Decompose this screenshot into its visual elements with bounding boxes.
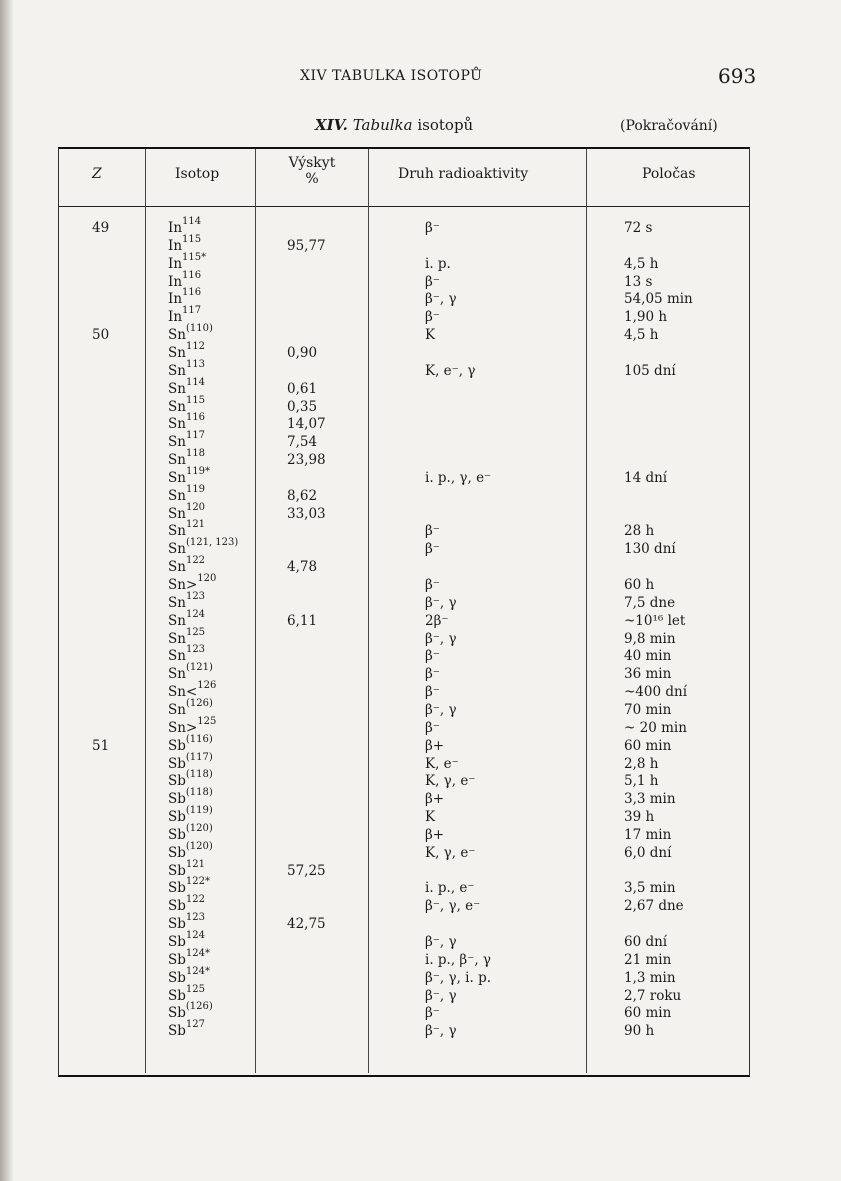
cell-isotope bbox=[168, 608, 206, 630]
isotope-symbol: In bbox=[168, 220, 183, 236]
cell-isotope bbox=[168, 430, 206, 451]
cell-isotope bbox=[168, 287, 202, 308]
caption-number: XIV. bbox=[315, 116, 348, 134]
isotope-mass: (121) bbox=[185, 662, 213, 674]
cell-z: 49 bbox=[92, 220, 110, 236]
isotope-mass: (121, 123) bbox=[185, 537, 239, 549]
isotope-mass: (118) bbox=[185, 787, 213, 799]
isotope-symbol: Sb bbox=[168, 862, 186, 879]
table-row bbox=[60, 358, 748, 380]
cell-isotope bbox=[168, 662, 213, 683]
header-abundance-line2: % bbox=[305, 171, 319, 187]
header-rule bbox=[58, 206, 750, 207]
cell-half-life: 3,5 min bbox=[624, 880, 676, 897]
table-row bbox=[60, 751, 748, 773]
table-row bbox=[60, 287, 748, 308]
table-row bbox=[60, 1001, 748, 1022]
isotope-mass: (119) bbox=[185, 805, 213, 817]
cell-abundance: 57,25 bbox=[287, 862, 326, 879]
isotope-symbol: Sb bbox=[168, 844, 186, 861]
isotope-mass: 125 bbox=[197, 715, 217, 727]
cell-half-life: ~10¹⁶ let bbox=[624, 612, 686, 629]
continued-label: (Pokračování) bbox=[620, 118, 718, 134]
isotope-symbol: In bbox=[168, 255, 183, 272]
cell-isotope bbox=[168, 305, 202, 326]
cell-half-life: 39 h bbox=[624, 809, 655, 826]
isotope-mass: 114 bbox=[185, 376, 206, 388]
isotope-symbol: In bbox=[168, 237, 183, 254]
cell-half-life: 105 dní bbox=[624, 362, 676, 379]
cell-isotope bbox=[168, 269, 202, 291]
isotope-symbol: Sn bbox=[168, 362, 186, 379]
cell-isotope bbox=[168, 519, 206, 540]
isotope-mass: 116 bbox=[185, 412, 206, 424]
cell-isotope bbox=[168, 483, 206, 505]
cell-radioactivity: K bbox=[425, 809, 436, 826]
isotope-mass: 123 bbox=[185, 644, 206, 656]
table-row bbox=[60, 430, 748, 451]
cell-radioactivity: K, γ, e⁻ bbox=[425, 844, 476, 861]
cell-radioactivity: β⁻ bbox=[425, 684, 440, 701]
table-row bbox=[60, 394, 748, 416]
isotope-mass: (126) bbox=[185, 1001, 213, 1013]
isotope-mass: (126) bbox=[185, 697, 213, 709]
table-row bbox=[60, 501, 748, 523]
cell-half-life: 9,8 min bbox=[624, 630, 676, 647]
cell-radioactivity: β⁻ bbox=[425, 719, 440, 736]
cell-radioactivity: β⁻ bbox=[425, 648, 440, 665]
cell-isotope bbox=[168, 233, 202, 255]
isotope-mass: 124 bbox=[185, 608, 206, 620]
isotope-mass: (117) bbox=[185, 751, 213, 763]
isotope-mass: (116) bbox=[185, 733, 213, 745]
isotope-mass: 124* bbox=[185, 947, 210, 959]
isotope-mass: (118) bbox=[185, 769, 213, 781]
cell-radioactivity: β⁻ bbox=[425, 523, 440, 540]
cell-radioactivity: β⁻, γ bbox=[425, 987, 457, 1004]
cell-isotope bbox=[168, 465, 211, 487]
cell-radioactivity: β⁻ bbox=[425, 577, 440, 593]
isotope-symbol: Sn bbox=[168, 541, 186, 558]
cell-abundance: 8,62 bbox=[287, 487, 318, 504]
isotope-mass: 114 bbox=[182, 216, 202, 227]
cell-half-life: 90 h bbox=[624, 1023, 655, 1040]
cell-half-life: 60 dní bbox=[624, 934, 668, 950]
cell-radioactivity: β⁻ bbox=[425, 220, 440, 236]
isotope-mass: 119* bbox=[185, 465, 211, 477]
isotope-symbol: Sb bbox=[168, 951, 186, 968]
cell-radioactivity: i. p., e⁻ bbox=[425, 880, 475, 897]
cell-isotope bbox=[168, 912, 205, 933]
cell-isotope bbox=[168, 644, 206, 665]
isotope-symbol: Sn< bbox=[168, 684, 198, 701]
isotope-symbol: Sn bbox=[168, 523, 186, 540]
isotope-symbol: Sb bbox=[168, 1005, 186, 1022]
table-row bbox=[60, 930, 748, 951]
cell-isotope bbox=[168, 965, 210, 987]
cell-abundance: 0,90 bbox=[287, 344, 318, 361]
cell-radioactivity: β⁻, γ, e⁻ bbox=[425, 898, 481, 915]
isotope-mass: 119 bbox=[185, 483, 206, 495]
cell-isotope bbox=[168, 251, 207, 273]
cell-radioactivity: β⁻, γ bbox=[425, 1023, 457, 1040]
running-head: XIV TABULKA ISOTOPŮ bbox=[300, 68, 483, 84]
cell-isotope bbox=[168, 930, 205, 951]
table-row bbox=[60, 483, 748, 505]
cell-isotope bbox=[168, 590, 206, 612]
table-row bbox=[60, 216, 748, 237]
cell-z: 50 bbox=[92, 327, 110, 344]
table-row bbox=[60, 465, 748, 487]
isotope-symbol: Sn bbox=[168, 487, 186, 504]
isotope-symbol: Sb bbox=[168, 1023, 186, 1040]
cell-abundance: 33,03 bbox=[287, 505, 326, 522]
isotope-mass: 125 bbox=[185, 983, 205, 995]
cell-half-life: 72 s bbox=[624, 220, 653, 236]
isotope-mass: 120 bbox=[197, 573, 217, 584]
table-row bbox=[60, 305, 748, 326]
isotope-symbol: In bbox=[168, 309, 183, 326]
isotope-symbol: Sn bbox=[168, 416, 186, 433]
isotope-symbol: Sn bbox=[168, 327, 186, 344]
cell-isotope bbox=[168, 448, 206, 469]
caption-title-rest: isotopů bbox=[417, 116, 474, 134]
cell-isotope bbox=[168, 876, 210, 897]
cell-half-life: 60 min bbox=[624, 1005, 672, 1022]
cell-half-life: 130 dní bbox=[624, 541, 676, 558]
cell-half-life: 21 min bbox=[624, 951, 672, 968]
cell-half-life: 3,3 min bbox=[624, 791, 676, 808]
header-half-life: Poločas bbox=[642, 166, 696, 182]
table-row bbox=[60, 555, 748, 576]
table-row bbox=[60, 894, 748, 915]
isotope-symbol: Sn bbox=[168, 612, 186, 629]
table-row bbox=[60, 876, 748, 897]
isotope-mass: 115 bbox=[182, 233, 202, 245]
cell-half-life: 2,67 dne bbox=[624, 898, 684, 915]
isotope-symbol: Sb bbox=[168, 791, 186, 808]
isotope-mass: 122* bbox=[185, 876, 210, 888]
table-row bbox=[60, 715, 748, 737]
cell-isotope bbox=[168, 555, 206, 576]
cell-isotope bbox=[168, 787, 213, 808]
cell-half-life: 1,3 min bbox=[624, 969, 676, 986]
cell-abundance: 42,75 bbox=[287, 916, 326, 933]
isotope-symbol: Sb bbox=[168, 880, 186, 897]
isotope-symbol: Sb bbox=[168, 934, 186, 950]
cell-half-life: 4,5 h bbox=[624, 327, 659, 344]
isotope-mass: 117 bbox=[185, 430, 206, 442]
header-abundance bbox=[262, 155, 362, 187]
isotope-mass: 124 bbox=[185, 930, 205, 941]
table-row bbox=[60, 858, 748, 880]
isotope-mass: (110) bbox=[185, 323, 213, 335]
isotope-mass: 112 bbox=[185, 340, 206, 352]
isotope-symbol: Sn bbox=[168, 559, 186, 576]
isotope-mass: 126 bbox=[197, 680, 217, 692]
cell-isotope bbox=[168, 947, 210, 969]
isotope-mass: 121 bbox=[185, 519, 206, 531]
cell-isotope bbox=[168, 751, 213, 773]
cell-half-life: 60 min bbox=[624, 737, 672, 754]
cell-abundance: 6,11 bbox=[287, 612, 318, 629]
isotope-symbol: Sb bbox=[168, 826, 186, 843]
cell-half-life: 70 min bbox=[624, 701, 672, 718]
isotope-symbol: In bbox=[168, 273, 183, 290]
table-row bbox=[60, 590, 748, 612]
cell-half-life: 40 min bbox=[624, 648, 672, 665]
table-row bbox=[60, 947, 748, 969]
header-isotope: Isotop bbox=[175, 166, 220, 182]
isotope-mass: 125 bbox=[185, 626, 206, 638]
isotope-symbol: Sn bbox=[168, 380, 186, 397]
cell-isotope bbox=[168, 340, 206, 362]
cell-isotope bbox=[168, 983, 205, 1005]
cell-abundance: 95,77 bbox=[287, 237, 326, 254]
table-row bbox=[60, 608, 748, 630]
table-row bbox=[60, 1019, 748, 1040]
table-caption bbox=[315, 116, 473, 134]
table-row bbox=[60, 233, 748, 255]
table-row bbox=[60, 269, 748, 291]
table-row bbox=[60, 376, 748, 398]
table-row bbox=[60, 983, 748, 1005]
table-row bbox=[60, 340, 748, 362]
cell-isotope bbox=[168, 858, 205, 880]
isotope-symbol: Sn bbox=[168, 434, 186, 451]
isotope-mass: 123 bbox=[185, 912, 205, 924]
header-abundance-line1: Výskyt bbox=[288, 155, 336, 171]
isotope-symbol: Sb bbox=[168, 987, 186, 1004]
cell-isotope bbox=[168, 1019, 205, 1040]
table-row bbox=[60, 769, 748, 790]
cell-radioactivity: K, γ, e⁻ bbox=[425, 773, 476, 790]
cell-isotope bbox=[168, 216, 202, 237]
isotope-symbol: Sn bbox=[168, 630, 186, 647]
isotope-mass: (120) bbox=[185, 840, 213, 852]
isotope-mass: 122 bbox=[185, 894, 205, 906]
cell-half-life: 14 dní bbox=[624, 469, 668, 486]
table-row bbox=[60, 323, 748, 344]
cell-isotope bbox=[168, 1001, 213, 1022]
cell-radioactivity: β⁻ bbox=[425, 309, 440, 326]
isotope-symbol: Sb bbox=[168, 969, 186, 986]
isotope-symbol: In bbox=[168, 291, 183, 308]
cell-isotope bbox=[168, 358, 206, 380]
table-row bbox=[60, 805, 748, 826]
cell-abundance: 7,54 bbox=[287, 434, 318, 451]
cell-half-life: ~400 dní bbox=[624, 684, 688, 701]
cell-isotope bbox=[168, 394, 206, 416]
cell-abundance: 0,35 bbox=[287, 398, 318, 415]
isotope-symbol: Sn> bbox=[168, 577, 198, 593]
cell-radioactivity: β⁻ bbox=[425, 666, 440, 683]
cell-isotope bbox=[168, 626, 206, 648]
cell-z: 51 bbox=[92, 737, 110, 754]
cell-half-life: 13 s bbox=[624, 273, 653, 290]
header-radioactivity: Druh radioaktivity bbox=[398, 166, 529, 182]
table-row bbox=[60, 251, 748, 273]
table-row bbox=[60, 697, 748, 719]
cell-radioactivity: β⁻, γ bbox=[425, 594, 457, 611]
isotope-mass: 122 bbox=[185, 555, 206, 567]
cell-abundance: 4,78 bbox=[287, 559, 318, 576]
cell-half-life: 60 h bbox=[624, 577, 655, 593]
cell-radioactivity: 2β⁻ bbox=[425, 612, 449, 629]
cell-radioactivity: β⁻ bbox=[425, 541, 440, 558]
cell-radioactivity: β+ bbox=[425, 826, 445, 843]
cell-half-life: 5,1 h bbox=[624, 773, 659, 790]
table-row bbox=[60, 787, 748, 808]
cell-half-life: 17 min bbox=[624, 826, 672, 843]
cell-half-life: 6,0 dní bbox=[624, 844, 672, 861]
isotope-mass: 117 bbox=[182, 305, 202, 317]
isotope-mass: 121 bbox=[185, 858, 205, 870]
cell-half-life: 4,5 h bbox=[624, 255, 659, 272]
isotope-mass: 116 bbox=[182, 269, 202, 281]
cell-radioactivity: β⁻, γ bbox=[425, 701, 457, 718]
table-row bbox=[60, 626, 748, 648]
isotope-symbol: Sn bbox=[168, 648, 186, 665]
cell-isotope bbox=[168, 537, 239, 558]
table-row bbox=[60, 448, 748, 469]
binding-shadow bbox=[0, 0, 14, 1181]
isotope-mass: 124* bbox=[185, 965, 210, 977]
cell-radioactivity: i. p. bbox=[425, 255, 451, 272]
cell-isotope bbox=[168, 501, 206, 523]
isotope-symbol: Sb bbox=[168, 898, 186, 915]
cell-isotope bbox=[168, 769, 213, 790]
isotope-mass: 116 bbox=[182, 287, 202, 299]
isotope-mass: 127 bbox=[185, 1019, 205, 1031]
isotope-symbol: Sn bbox=[168, 701, 186, 718]
cell-abundance: 14,07 bbox=[287, 416, 326, 433]
cell-isotope bbox=[168, 733, 213, 755]
caption-title-word: Tabulka bbox=[352, 116, 413, 134]
cell-half-life: 2,8 h bbox=[624, 755, 659, 772]
cell-radioactivity: β⁻, γ bbox=[425, 934, 457, 950]
cell-half-life: 36 min bbox=[624, 666, 672, 683]
table-row bbox=[60, 662, 748, 683]
isotope-symbol: Sn bbox=[168, 452, 186, 469]
table-row bbox=[60, 519, 748, 540]
isotope-mass: 113 bbox=[185, 358, 206, 370]
cell-abundance: 0,61 bbox=[287, 380, 318, 397]
table-row bbox=[60, 412, 748, 433]
cell-isotope bbox=[168, 822, 213, 844]
cell-radioactivity: β⁻ bbox=[425, 1005, 440, 1022]
isotope-mass: 118 bbox=[185, 448, 206, 460]
cell-radioactivity: β+ bbox=[425, 791, 445, 808]
table-row bbox=[60, 965, 748, 987]
isotope-mass: (120) bbox=[185, 822, 213, 834]
cell-radioactivity: K, e⁻ bbox=[425, 755, 459, 772]
cell-half-life: 28 h bbox=[624, 523, 655, 540]
cell-isotope bbox=[168, 697, 213, 719]
cell-half-life: 7,5 dne bbox=[624, 594, 676, 611]
cell-radioactivity: K bbox=[425, 327, 436, 344]
cell-radioactivity: i. p., γ, e⁻ bbox=[425, 469, 492, 486]
isotope-mass: 115 bbox=[185, 394, 206, 406]
isotope-symbol: Sn bbox=[168, 666, 186, 683]
isotope-mass: 123 bbox=[185, 590, 206, 602]
isotope-symbol: Sn> bbox=[168, 719, 198, 736]
cell-half-life: 2,7 roku bbox=[624, 987, 682, 1004]
cell-radioactivity: β⁻, γ bbox=[425, 630, 457, 647]
isotope-symbol: Sn bbox=[168, 469, 186, 486]
header-z: Z bbox=[92, 166, 102, 182]
isotope-symbol: Sb bbox=[168, 755, 186, 772]
isotope-mass: 120 bbox=[185, 501, 206, 513]
table-row bbox=[60, 840, 748, 862]
cell-isotope bbox=[168, 805, 213, 826]
isotope-mass: 115* bbox=[182, 251, 207, 263]
table-row bbox=[60, 680, 748, 701]
table-row bbox=[60, 537, 748, 558]
cell-radioactivity: β+ bbox=[425, 737, 445, 754]
cell-radioactivity: β⁻ bbox=[425, 273, 440, 290]
cell-isotope bbox=[168, 894, 205, 915]
isotope-symbol: Sn bbox=[168, 398, 186, 415]
cell-radioactivity: β⁻, γ, i. p. bbox=[425, 969, 491, 986]
isotope-symbol: Sb bbox=[168, 737, 186, 754]
cell-half-life: 54,05 min bbox=[624, 291, 693, 308]
cell-isotope bbox=[168, 412, 206, 433]
cell-isotope bbox=[168, 376, 206, 398]
cell-abundance: 23,98 bbox=[287, 452, 326, 469]
cell-half-life: 1,90 h bbox=[624, 309, 668, 326]
cell-radioactivity: i. p., β⁻, γ bbox=[425, 951, 491, 968]
cell-radioactivity: K, e⁻, γ bbox=[425, 362, 476, 379]
isotope-symbol: Sn bbox=[168, 505, 186, 522]
table-row bbox=[60, 573, 748, 594]
isotope-symbol: Sn bbox=[168, 344, 186, 361]
table-row bbox=[60, 912, 748, 933]
table-row bbox=[60, 733, 748, 755]
cell-radioactivity: β⁻, γ bbox=[425, 291, 457, 308]
isotope-symbol: Sb bbox=[168, 916, 186, 933]
isotope-symbol: Sn bbox=[168, 594, 186, 611]
table-row bbox=[60, 644, 748, 665]
cell-isotope bbox=[168, 840, 213, 862]
cell-isotope bbox=[168, 323, 213, 344]
isotope-symbol: Sb bbox=[168, 773, 186, 790]
table-row bbox=[60, 822, 748, 844]
cell-half-life: ~ 20 min bbox=[624, 719, 687, 736]
page-number: 693 bbox=[718, 64, 757, 88]
isotope-symbol: Sb bbox=[168, 809, 186, 826]
